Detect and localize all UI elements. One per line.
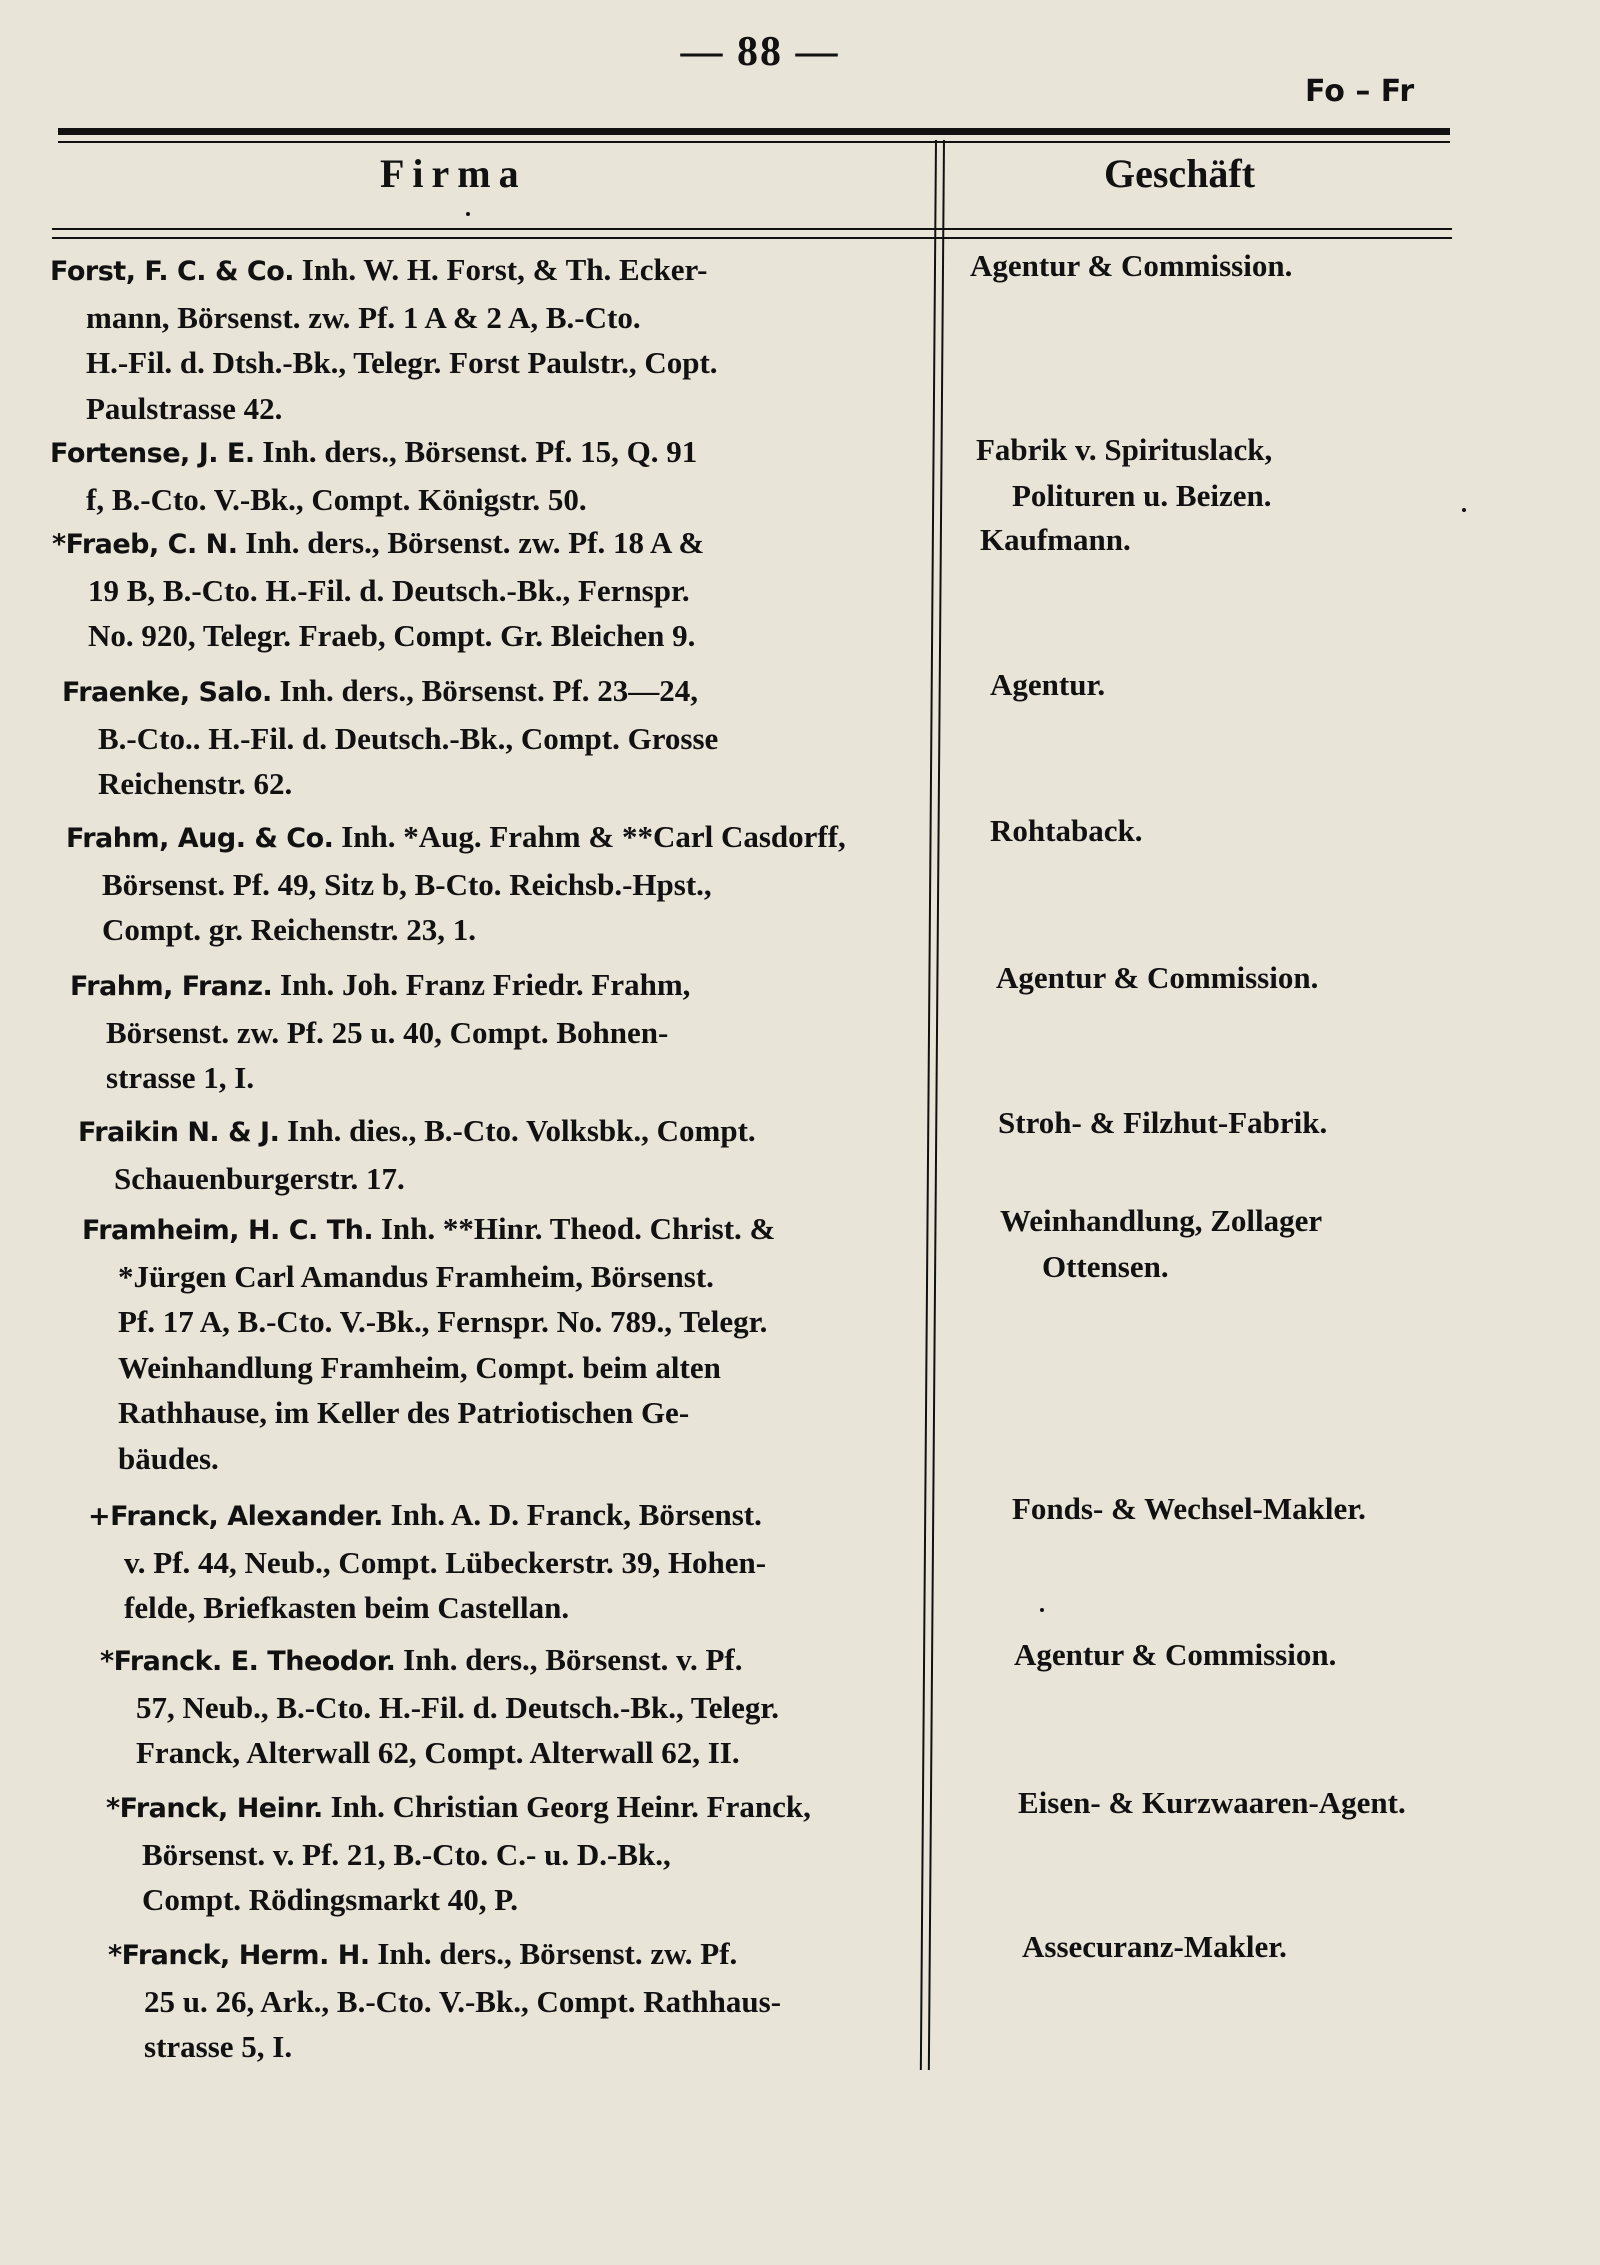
entry-first-line: *Franck, Herm. H. Inh. ders., Börsenst. zw. Pf. [108,1936,738,1971]
directory-entry [50,247,950,431]
entry-line: 25 u. 26, Ark., B.-Cto. V.-Bk., Compt. Rathhaus- [144,1983,782,2019]
entry-line: Paulstrasse 42. [86,390,283,426]
business-description [990,808,1550,854]
business-description [970,243,1530,289]
firm-name: *Fraeb, C. N. [52,529,238,560]
firm-name: *Franck, Heinr. [106,1793,323,1824]
entry-line: No. 920, Telegr. Fraeb, Compt. Gr. Bleichen 9. [88,618,696,653]
directory-entry [52,520,952,659]
entry-line: mann, Börsenst. zw. Pf. 1 A & 2 A, B.-Cto. [86,299,641,335]
print-speck [1040,1608,1044,1612]
entry-first-line: *Fraeb, C. N. Inh. ders., Börsenst. zw. Pf. 18 A & [52,525,705,560]
business-description [1018,1780,1578,1826]
alphabet-range: Fo – Fr [1305,74,1415,109]
entry-line: f, B.-Cto. V.-Bk., Compt. Königstr. 50. [86,481,587,517]
entry-first-line: Fraenke, Salo. Inh. ders., Börsenst. Pf. 23—24, [62,673,698,708]
directory-entry [50,429,950,522]
firm-name: +Franck, Alexander. [88,1501,383,1532]
business-description [990,662,1550,708]
directory-entry [70,962,970,1101]
business-line: Assecuranz-Makler. [1022,1929,1287,1964]
firm-name: Fraenke, Salo. [62,677,272,708]
business-description [976,427,1536,518]
entry-line: felde, Briefkasten beim Castellan. [124,1590,570,1625]
entry-line: strasse 1, I. [106,1060,255,1095]
business-line: Rohtaback. [990,813,1143,848]
top-rule [58,128,1450,135]
entry-line: *Jürgen Carl Amandus Framheim, Börsenst. [118,1258,714,1294]
entry-line: Börsenst. v. Pf. 21, B.-Cto. C.- u. D.-Bk., [142,1836,671,1872]
firm-name: *Franck. E. Theodor. [100,1646,396,1677]
top-rule-thin [58,141,1450,143]
entry-first-line: Framheim, H. C. Th. Inh. **Hinr. Theod. Christ. & [82,1211,776,1246]
entry-line: bäudes. [118,1440,219,1476]
entry-first-line: +Franck, Alexander. Inh. A. D. Franck, Börsenst. [88,1497,762,1532]
entry-line: 19 B, B.-Cto. H.-Fil. d. Deutsch.-Bk., Fernspr. [88,572,690,608]
column-header-geschaeft: Geschäft [1104,151,1256,196]
directory-entry [100,1637,1000,1776]
entry-line: v. Pf. 44, Neub., Compt. Lübeckerstr. 39, Hohen- [124,1544,767,1580]
business-description [998,1100,1558,1146]
header-rule-thin [52,237,1452,239]
business-description [1014,1632,1574,1678]
entry-line: strasse 5, I. [144,2029,293,2064]
business-line: Ottensen. [1042,1248,1169,1284]
business-line: Agentur & Commission. [970,248,1293,283]
directory-entry [82,1206,982,1481]
firm-name: *Franck, Herm. H. [108,1940,370,1971]
firm-name: Frahm, Franz. [70,971,273,1002]
directory-entry [78,1108,978,1201]
business-line: Eisen- & Kurzwaaren-Agent. [1018,1785,1406,1820]
entry-line: 57, Neub., B.-Cto. H.-Fil. d. Deutsch.-Bk., Telegr. [136,1689,780,1725]
business-description [996,955,1556,1001]
directory-entry [108,1931,1008,2070]
business-line: Agentur & Commission. [1014,1637,1337,1672]
business-line: Polituren u. Beizen. [1012,477,1272,513]
firm-name: Fortense, J. E. [50,438,255,469]
firm-name: Frahm, Aug. & Co. [66,823,334,854]
directory-entry [62,668,962,807]
entry-first-line: Forst, F. C. & Co. Inh. W. H. Forst, & Th. Ecker- [50,252,708,287]
entry-line: Börsenst. zw. Pf. 25 u. 40, Compt. Bohnen- [106,1014,669,1050]
business-description [1022,1924,1582,1970]
business-line: Fabrik v. Spirituslack, [976,432,1273,467]
business-line: Stroh- & Filzhut-Fabrik. [998,1105,1328,1140]
entry-line: Compt. gr. Reichenstr. 23, 1. [102,912,476,947]
entry-first-line: Fraikin N. & J. Inh. dies., B.-Cto. Volksbk., Compt. [78,1113,756,1148]
entry-line: Weinhandlung Framheim, Compt. beim alten [118,1349,721,1385]
page-number: — 88 — [680,29,840,75]
entry-first-line: *Franck, Heinr. Inh. Christian Georg Heinr. Franck, [106,1789,811,1824]
business-description [1000,1198,1560,1289]
entry-line: Rathhause, im Keller des Patriotischen Ge- [118,1395,690,1430]
print-speck [1462,508,1466,512]
print-speck [466,212,470,216]
column-header-firma: Firma [380,151,527,196]
directory-entry [66,814,966,953]
entry-line: H.-Fil. d. Dtsh.-Bk., Telegr. Forst Paulstr., Copt. [86,345,718,380]
directory-entry [88,1492,988,1631]
business-line: Agentur & Commission. [996,960,1319,995]
directory-entry [106,1784,1006,1923]
firm-name: Fraikin N. & J. [78,1117,280,1148]
business-line: Weinhandlung, Zollager [1000,1203,1323,1238]
entry-first-line: Frahm, Aug. & Co. Inh. *Aug. Frahm & **Carl Casdorff, [66,819,846,854]
entry-line: Compt. Rödingsmarkt 40, P. [142,1882,519,1917]
entry-first-line: *Franck. E. Theodor. Inh. ders., Börsenst. v. Pf. [100,1642,743,1677]
entry-line: B.-Cto.. H.-Fil. d. Deutsch.-Bk., Compt. Grosse [98,720,719,756]
business-line: Kaufmann. [980,522,1131,557]
entry-line: Reichenstr. 62. [98,766,293,801]
entry-line: Pf. 17 A, B.-Cto. V.-Bk., Fernspr. No. 789., Telegr. [118,1304,768,1339]
header-rule [52,228,1452,230]
entry-line: Schauenburgerstr. 17. [114,1160,405,1196]
business-line: Fonds- & Wechsel-Makler. [1012,1491,1366,1526]
firm-name: Framheim, H. C. Th. [82,1215,374,1246]
entry-first-line: Frahm, Franz. Inh. Joh. Franz Friedr. Frahm, [70,967,691,1002]
business-description [1012,1486,1572,1532]
entry-line: Börsenst. Pf. 49, Sitz b, B-Cto. Reichsb.-Hpst., [102,866,712,902]
business-description [980,517,1540,563]
business-line: Agentur. [990,667,1106,702]
entry-first-line: Fortense, J. E. Inh. ders., Börsenst. Pf. 15, Q. 91 [50,434,698,469]
firm-name: Forst, F. C. & Co. [50,256,295,287]
entry-line: Franck, Alterwall 62, Compt. Alterwall 62, II. [136,1735,740,1770]
